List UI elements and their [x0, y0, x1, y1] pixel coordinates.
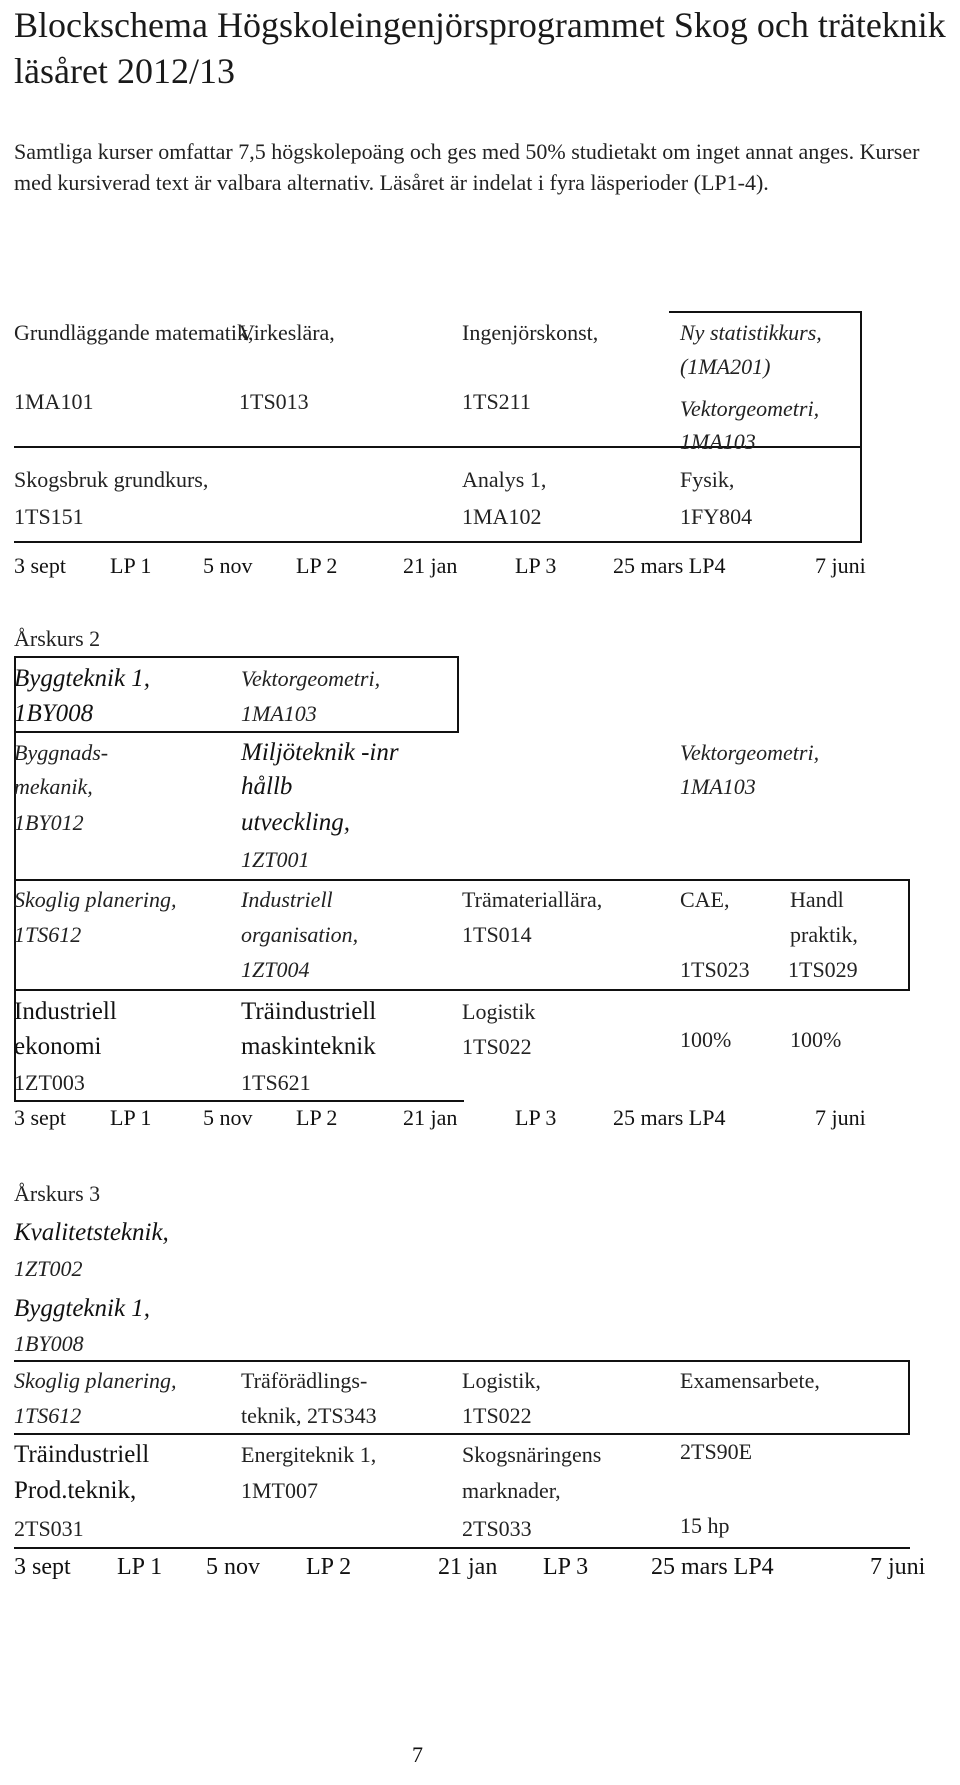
course-byggteknik-code: 1BY008 — [14, 1331, 84, 1356]
timeline-period: LP 2 — [296, 553, 338, 578]
course-kvalitetsteknik-code: 1ZT002 — [14, 1256, 83, 1281]
course-fysik-code: 1FY804 — [680, 504, 753, 529]
course-traindustriell-prodteknik-line1: Träindustriell — [14, 1441, 150, 1468]
course-industriell-ekonomi-line1: Industriell — [14, 998, 117, 1025]
page-number: 7 — [412, 1742, 423, 1767]
course-analys-code: 1MA102 — [462, 504, 542, 529]
course-ingenjorskonst-code: 1TS211 — [462, 389, 531, 414]
course-tramateriallara-code: 1TS014 — [462, 922, 532, 947]
course-energiteknik-name: Energiteknik 1, — [241, 1442, 377, 1467]
course-byggnadsmekanik-line2: mekanik, — [14, 774, 93, 799]
timeline-date: 5 nov — [203, 553, 253, 578]
timeline-date: 3 sept — [14, 553, 66, 578]
timeline-date: 21 jan — [438, 1554, 498, 1580]
timeline-date: 7 juni — [870, 1554, 926, 1580]
course-handl-praktik-line1: Handl — [790, 887, 844, 912]
course-vektorgeometri-code: 1MA103 — [680, 429, 756, 454]
course-miljoteknik-code: 1ZT001 — [241, 847, 310, 872]
course-virkeslara-code: 1TS013 — [239, 389, 309, 414]
timeline-date: 5 nov — [206, 1554, 260, 1580]
course-logistik-name: Logistik — [462, 999, 536, 1024]
year2-label: Årskurs 2 — [14, 626, 101, 651]
timeline-date: 25 mars LP4 — [613, 553, 726, 578]
course-vektorgeometri-code: 1MA103 — [241, 701, 317, 726]
course-tramateriallara-name: Trämateriallära, — [462, 887, 603, 912]
course-grundlaggande-matematik-name: Grundläggande matematik, — [14, 320, 254, 345]
course-ingenjorskonst-name: Ingenjörskonst, — [462, 320, 599, 345]
timeline-period: LP 3 — [543, 1554, 589, 1580]
timeline-period: LP 1 — [110, 1105, 152, 1130]
course-traforadlingsteknik-line1: Träförädlings- — [241, 1368, 368, 1393]
course-byggteknik-code: 1BY008 — [14, 700, 94, 727]
timeline-period: LP 3 — [515, 553, 557, 578]
course-industriell-ekonomi-line2: ekonomi — [14, 1033, 102, 1060]
course-logistik-code: 1TS022 — [462, 1403, 532, 1428]
intro-paragraph: Samtliga kurser omfattar 7,5 högskolepoäng och ges med 50% studietakt om inget annat anges. Kurser med kursiverad text är valbara alternativ. Läsåret är indelat i fyra läsperioder (LP1-4). — [14, 139, 920, 195]
timeline-period: LP 1 — [110, 553, 152, 578]
course-traindustriell-maskinteknik-code: 1TS621 — [241, 1070, 311, 1095]
course-logistik-name: Logistik, — [462, 1368, 541, 1393]
course-handl-praktik-line2: praktik, — [790, 922, 858, 947]
timeline-date: 7 juni — [815, 553, 866, 578]
course-skoglig-planering-name: Skoglig planering, — [14, 1368, 177, 1393]
course-industriell-organisation-code: 1ZT004 — [241, 957, 310, 982]
course-examensarbete-credits: 15 hp — [680, 1513, 730, 1538]
course-skoglig-planering-code: 1TS612 — [14, 922, 82, 947]
timeline-period: LP 2 — [306, 1554, 352, 1580]
course-handl-praktik-code: 1TS029 — [788, 957, 858, 982]
timeline-date: 25 mars LP4 — [613, 1105, 726, 1130]
course-byggteknik-name: Byggteknik 1, — [14, 665, 151, 692]
course-industriell-organisation-line2: organisation, — [241, 922, 359, 947]
course-energiteknik-code: 1MT007 — [241, 1478, 318, 1503]
course-examensarbete-code: 2TS90E — [680, 1439, 753, 1464]
timeline-date: 3 sept — [14, 1554, 71, 1580]
course-industriell-ekonomi-code: 1ZT003 — [14, 1070, 85, 1095]
timeline-date: 25 mars LP4 — [651, 1554, 774, 1580]
course-miljoteknik-line3: utveckling, — [241, 809, 350, 836]
course-grundlaggande-matematik-code: 1MA101 — [14, 389, 94, 414]
course-fysik-name: Fysik, — [680, 467, 735, 492]
course-vektorgeometri2-code: 1MA103 — [680, 774, 756, 799]
course-cae-code: 1TS023 — [680, 957, 750, 982]
course-cae-percent: 100% — [680, 1027, 732, 1052]
course-skogsbruk-code: 1TS151 — [14, 504, 84, 529]
course-miljoteknik-line2: hållb — [241, 773, 293, 800]
course-traindustriell-prodteknik-code: 2TS031 — [14, 1516, 84, 1541]
timeline-date: 21 jan — [403, 1105, 458, 1130]
course-byggnadsmekanik-line1: Byggnads- — [14, 740, 109, 765]
timeline-date: 3 sept — [14, 1105, 66, 1130]
timeline-date: 5 nov — [203, 1105, 253, 1130]
course-logistik-code: 1TS022 — [462, 1034, 532, 1059]
course-skogsnaringens-marknader-line2: marknader, — [462, 1478, 561, 1503]
course-byggteknik-name: Byggteknik 1, — [14, 1295, 151, 1322]
course-traindustriell-maskinteknik-line2: maskinteknik — [241, 1033, 376, 1060]
course-vektorgeometri2-name: Vektorgeometri, — [680, 740, 820, 765]
course-vektorgeometri-name: Vektorgeometri, — [680, 396, 820, 421]
timeline-date: 7 juni — [815, 1105, 866, 1130]
year3-label: Årskurs 3 — [14, 1181, 101, 1206]
course-kvalitetsteknik-name: Kvalitetsteknik, — [14, 1219, 169, 1246]
course-skogsbruk-name: Skogsbruk grundkurs, — [14, 467, 209, 492]
course-skogsnaringens-marknader-code: 2TS033 — [462, 1516, 532, 1541]
course-industriell-organisation-line1: Industriell — [241, 887, 333, 912]
timeline-period: LP 3 — [515, 1105, 557, 1130]
course-byggnadsmekanik-code: 1BY012 — [14, 810, 84, 835]
course-handl-praktik-percent: 100% — [790, 1027, 842, 1052]
course-skoglig-planering-code: 1TS612 — [14, 1403, 82, 1428]
course-traforadlingsteknik-line2: teknik, 2TS343 — [241, 1403, 377, 1428]
course-virkeslara-name: Virkeslära, — [239, 320, 335, 345]
course-skogsnaringens-marknader-line1: Skogsnäringens — [462, 1442, 602, 1467]
course-statistik-code: (1MA201) — [680, 354, 771, 379]
course-analys-name: Analys 1, — [462, 467, 547, 492]
course-traindustriell-maskinteknik-line1: Träindustriell — [241, 998, 377, 1025]
course-examensarbete-name: Examensarbete, — [680, 1368, 820, 1393]
course-skoglig-planering-name: Skoglig planering, — [14, 887, 177, 912]
timeline-period: LP 2 — [296, 1105, 338, 1130]
course-statistik-name: Ny statistikkurs, — [680, 320, 822, 345]
course-cae-name: CAE, — [680, 887, 730, 912]
page-title: Blockschema Högskoleingenjörsprogrammet Skog och träteknik läsåret 2012/13 — [14, 5, 946, 91]
course-vektorgeometri-name: Vektorgeometri, — [241, 666, 381, 691]
course-traindustriell-prodteknik-line2: Prod.teknik, — [14, 1477, 137, 1504]
timeline-period: LP 1 — [117, 1554, 163, 1580]
timeline-date: 21 jan — [403, 553, 458, 578]
course-miljoteknik-line1: Miljöteknik -inr — [241, 739, 399, 766]
